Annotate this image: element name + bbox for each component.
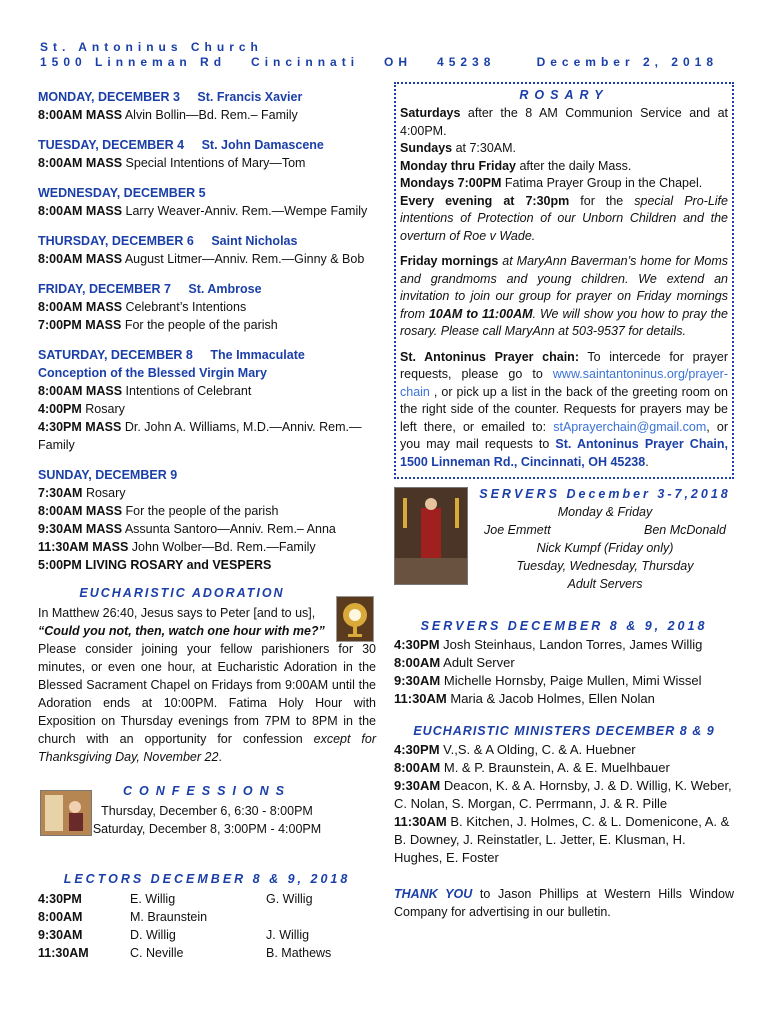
- mass-time: 8:00AM MASS: [38, 204, 123, 218]
- mass-day-heading: [38, 232, 376, 250]
- servers-weekend-section: [394, 619, 734, 708]
- mass-entry: [38, 250, 376, 268]
- mass-entry: [38, 202, 376, 220]
- prayer-chain-email[interactable]: stAprayerchain@gmail.com: [553, 419, 707, 434]
- minister-row: [394, 813, 734, 867]
- adoration-intro: In Matthew 26:40, Jesus says to Peter [and to us],: [38, 606, 316, 620]
- lector-name: [266, 908, 376, 926]
- lector-time: 9:30AM: [38, 928, 83, 942]
- mass-day-block: [38, 280, 376, 334]
- mass-day-block: [38, 88, 376, 124]
- confession-image: [40, 790, 92, 836]
- lectors-title: LECTORS DECEMBER 8 & 9, 2018: [63, 872, 351, 886]
- lector-name: J. Willig: [266, 928, 310, 942]
- minister-row: [394, 777, 734, 813]
- mass-entry: [38, 106, 376, 124]
- servers-weekend-list: [394, 636, 734, 708]
- prayer-chain-link[interactable]: www.saintantoninus.org/prayer-chain: [400, 367, 728, 399]
- mass-day-heading: [38, 466, 376, 484]
- ministers-list: [394, 741, 734, 867]
- mass-feast: The Immaculate Conception of the Blessed Virgin Mary: [38, 348, 305, 380]
- mass-time: 4:30PM MASS: [38, 420, 122, 434]
- lector-time: 8:00AM: [38, 910, 83, 924]
- mass-feast: St. Francis Xavier: [197, 90, 303, 104]
- mass-intention: For the people of the parish: [124, 318, 278, 332]
- mass-feast: St. John Damascene: [201, 138, 324, 152]
- server-names: Adult Server: [443, 655, 515, 670]
- mass-entry: [38, 538, 376, 556]
- friday-rosary: Friday mornings at MaryAnn Baverman’s home for Moms and grandmoms and young children. We extend an invitation to join our group for prayer on Friday mornings from 10AM to 11:00AM. We will show you how to pray the rosary. Please call MaryAnn at 503-9537 for details.: [400, 254, 729, 338]
- mass-entry: [38, 502, 376, 520]
- lector-name: E. Willig: [130, 892, 176, 906]
- lectors-table: [38, 890, 376, 962]
- mass-intention: Celebrant’s Intentions: [125, 300, 247, 314]
- lector-name: C. Neville: [130, 946, 184, 960]
- mass-intention: Alvin Bollin—Bd. Rem.– Family: [124, 108, 298, 122]
- mass-intention: Intentions of Celebrant: [125, 384, 252, 398]
- ministers-title: EUCHARISTIC MINISTERS DECEMBER 8 & 9: [413, 724, 715, 738]
- mass-day: TUESDAY, DECEMBER 4: [38, 138, 185, 152]
- left-column: [38, 88, 376, 962]
- server-row: [394, 636, 734, 654]
- mass-day: SUNDAY, DECEMBER 9: [38, 468, 178, 482]
- mass-day-block: [38, 346, 376, 454]
- server-time: 8:00AM: [394, 655, 441, 670]
- mass-intention: For the people of the parish: [125, 504, 279, 518]
- server-time: 9:30AM: [394, 673, 441, 688]
- mass-intention: John Wolber—Bd. Rem.—Family: [131, 540, 316, 554]
- servers-week-section: [394, 487, 734, 607]
- mass-day-heading: [38, 280, 376, 298]
- mass-intention: Dr. John A. Williams, M.D.—Anniv. Rem.—Family: [38, 420, 362, 452]
- mass-entry: [38, 556, 376, 574]
- mass-day: FRIDAY, DECEMBER 7: [38, 282, 171, 296]
- lector-time: 11:30AM: [38, 946, 89, 960]
- mass-day-block: [38, 136, 376, 172]
- mass-schedule: [38, 88, 376, 574]
- mass-entry: [38, 520, 376, 538]
- mass-time: 8:00AM MASS: [38, 252, 123, 266]
- minister-time: 9:30AM: [394, 778, 441, 793]
- adoration-body: Please consider joining your fellow parishioners for 30 minutes, or even one hour, at Eucharistic Adoration in the Blessed Sacrament Chapel on Fridays from 9:00AM until the Adoration ends at 10:00PM. Fatima Holy Hour with Exposition on Thursday evenings from 7PM to 8PM in the church with an opportunity for confession except for Thanksgiving Day, November 22.: [38, 642, 377, 764]
- mass-feast: Saint Nicholas: [211, 234, 298, 248]
- rosary-box: [394, 82, 734, 479]
- lector-name: B. Mathews: [266, 946, 332, 960]
- server-names: Josh Steinhaus, Landon Torres, James Willig: [443, 637, 703, 652]
- mass-entry: [38, 382, 376, 400]
- server-time: 11:30AM: [394, 691, 447, 706]
- servers-week-line1: Monday & Friday: [557, 505, 653, 519]
- mass-day: SATURDAY, DECEMBER 8: [38, 348, 193, 362]
- mass-day-block: [38, 184, 376, 220]
- minister-names: B. Kitchen, J. Holmes, C. & L. Domenicone, A. & B. Downey, J. Reinstatler, L. Jetter, E. Klusman, H. Hughes, E. Foster: [394, 814, 730, 865]
- servers-week-line3: Nick Kumpf (Friday only): [536, 541, 674, 555]
- server-row: [394, 690, 734, 708]
- minister-row: [394, 759, 734, 777]
- mass-day-heading: [38, 184, 376, 202]
- servers-week-title: SERVERS December 3-7,2018: [479, 487, 731, 501]
- server-row: [394, 672, 734, 690]
- mass-entry: [38, 154, 376, 172]
- rosary-title: ROSARY: [519, 88, 609, 102]
- lectors-section: [38, 872, 376, 962]
- mass-time: 11:30AM MASS: [38, 540, 129, 554]
- right-column: [394, 82, 734, 921]
- servers-week-line5: Adult Servers: [567, 577, 643, 591]
- mass-day-heading: [38, 346, 376, 382]
- confessions-title: CONFESSIONS: [123, 784, 291, 798]
- mass-intention: August Litmer—Anniv. Rem.—Ginny & Bob: [124, 252, 365, 266]
- mass-entry: [38, 316, 376, 334]
- mass-time: 8:00AM MASS: [38, 156, 123, 170]
- mass-time: 7:00PM MASS: [38, 318, 122, 332]
- prayer-chain: St. Antoninus Prayer chain: To intercede for prayer requests, please go to www.saintantoninus.org/prayer-chain , or pick up a list in the back of the greeting room on the right side of the counter. Requests for prayers may be left there, or emailed to: stAprayerchain@gmail.com, or you may mail requests to St. Antoninus Prayer Chain, 1500 Linneman Rd., Cincinnati, OH 45238.: [400, 349, 729, 469]
- mass-time: 4:00PM: [38, 402, 82, 416]
- minister-names: M. & P. Braunstein, A. & E. Muelhbauer: [443, 760, 670, 775]
- mass-day: WEDNESDAY, DECEMBER 5: [38, 186, 206, 200]
- servers-week-names: Joe Emmett Ben McDonald: [484, 523, 726, 537]
- mass-time: 8:00AM MASS: [38, 300, 123, 314]
- altar-image: [394, 487, 468, 585]
- mass-intention: Assunta Santoro—Anniv. Rem.– Anna: [124, 522, 336, 536]
- rosary-schedule: Saturdays after the 8 AM Communion Service and at 4:00PM. Sundays at 7:30AM. Monday thru Friday after the daily Mass. Mondays 7:00PM Fatima Prayer Group in the Chapel. Every evening at 7:30pm for the special Pro-Life intentions of Protection of our Unborn Children and the overturn of Roe v Wade.: [400, 106, 728, 243]
- servers-week-line4: Tuesday, Wednesday, Thursday: [516, 559, 694, 573]
- adoration-title: EUCHARISTIC ADORATION: [79, 586, 285, 600]
- minister-names: Deacon, K. & A. Hornsby, J. & D. Willig, K. Weber, C. Nolan, S. Morgan, C. Perrmann, J. & R. Pille: [394, 778, 732, 811]
- mass-feast: St. Ambrose: [188, 282, 262, 296]
- adoration-quote: “Could you not, then, watch one hour with me?”: [38, 624, 325, 638]
- mass-time: 8:00AM MASS: [38, 384, 123, 398]
- mass-entry: [38, 400, 376, 418]
- church-address: 1500 Linneman Rd Cincinnati OH 45238: [40, 55, 496, 69]
- mass-entry: [38, 298, 376, 316]
- lector-name: G. Willig: [266, 892, 313, 906]
- server-time: 4:30PM: [394, 637, 440, 652]
- mass-intention: Rosary: [85, 402, 125, 416]
- mass-time: 8:00AM MASS: [38, 108, 123, 122]
- mass-time: 9:30AM MASS: [38, 522, 123, 536]
- minister-time: 8:00AM: [394, 760, 441, 775]
- church-name: St. Antoninus Church: [40, 40, 263, 54]
- mass-day: MONDAY, DECEMBER 3: [38, 90, 180, 104]
- adoration-section: [38, 586, 376, 766]
- confessions-section: [38, 784, 376, 854]
- mass-day-block: [38, 466, 376, 574]
- mass-intention: Special Intentions of Mary—Tom: [125, 156, 306, 170]
- mass-time: 7:30AM: [38, 486, 83, 500]
- minister-time: 4:30PM: [394, 742, 440, 757]
- mass-intention: Rosary: [85, 486, 126, 500]
- mass-day-block: [38, 232, 376, 268]
- server-names: Maria & Jacob Holmes, Ellen Nolan: [450, 691, 655, 706]
- confession-time-2: Saturday, December 8, 3:00PM - 4:00PM: [92, 822, 322, 836]
- thank-you-note: THANK YOU to Jason Phillips at Western Hills Window Company for advertising in our bulletin.: [394, 887, 734, 919]
- lector-name: D. Willig: [130, 928, 176, 942]
- church-header: [40, 40, 495, 70]
- mass-entry: [38, 418, 376, 454]
- mass-day-heading: [38, 88, 376, 106]
- mass-day-heading: [38, 136, 376, 154]
- confession-time-1: Thursday, December 6, 6:30 - 8:00PM: [101, 804, 313, 818]
- mass-intention: Larry Weaver-Anniv. Rem.—Wempe Family: [125, 204, 368, 218]
- mass-entry: [38, 484, 376, 502]
- minister-names: V.,S. & A Olding, C. & A. Huebner: [443, 742, 636, 757]
- minister-row: [394, 741, 734, 759]
- mass-day: THURSDAY, DECEMBER 6: [38, 234, 194, 248]
- monstrance-image: [336, 596, 374, 642]
- lector-name: M. Braunstein: [130, 910, 208, 924]
- ministers-section: [394, 724, 734, 867]
- server-names: Michelle Hornsby, Paige Mullen, Mimi Wissel: [443, 673, 702, 688]
- server-row: [394, 654, 734, 672]
- minister-time: 11:30AM: [394, 814, 447, 829]
- lector-time: 4:30PM: [38, 892, 82, 906]
- servers-weekend-title: SERVERS DECEMBER 8 & 9, 2018: [420, 619, 708, 633]
- mass-time: 5:00PM LIVING ROSARY and VESPERS: [38, 558, 272, 572]
- mass-time: 8:00AM MASS: [38, 504, 123, 518]
- bulletin-date: December 2, 2018: [536, 55, 718, 69]
